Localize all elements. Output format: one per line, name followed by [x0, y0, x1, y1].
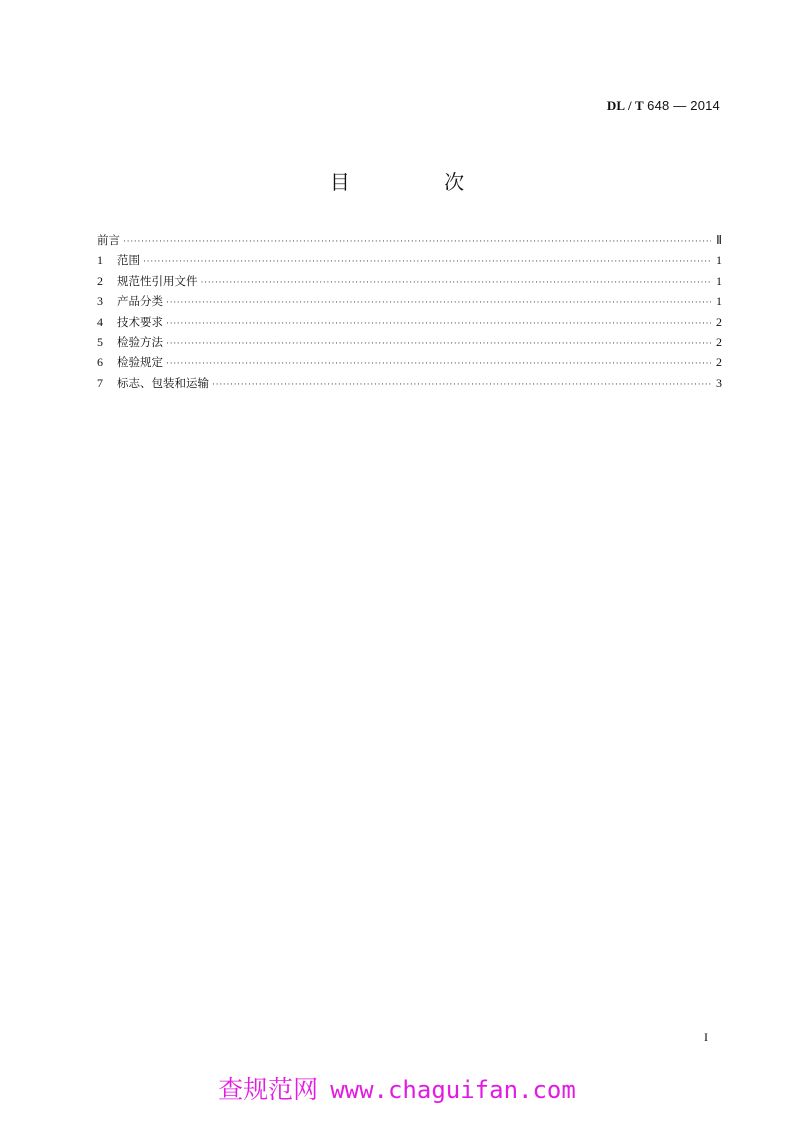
dot-leader	[166, 313, 711, 333]
toc-entry-page: 1	[716, 253, 722, 268]
toc-entry-page: 2	[716, 334, 722, 349]
toc-entry-number: 3	[97, 294, 103, 309]
toc-entry-label: 标志、包装和运输	[117, 375, 209, 390]
toc-entry-label: 前言	[97, 233, 120, 247]
toc-entry-page: 2	[716, 314, 722, 329]
toc-entry-foreword[interactable]	[97, 230, 722, 250]
toc-entry-number: 4	[97, 314, 103, 329]
toc-entry-page: Ⅱ	[716, 233, 722, 247]
watermark-site-name: 查规范网	[218, 1075, 319, 1104]
dot-leader	[201, 272, 712, 292]
standard-code	[607, 98, 720, 114]
toc-entry-number: 6	[97, 355, 103, 370]
toc-entry-label: 范围	[117, 253, 140, 268]
toc-title: 目 次	[329, 170, 509, 194]
toc-entry-marking-packaging-transport[interactable]	[97, 373, 722, 393]
toc-entry-inspection-rules[interactable]	[97, 352, 722, 372]
toc-entry-page: 2	[716, 355, 722, 370]
dot-leader	[166, 353, 711, 373]
toc-entry-scope[interactable]	[97, 250, 722, 270]
standard-number: 648 — 2014	[647, 98, 720, 113]
dot-leader	[143, 251, 711, 271]
toc-entry-number: 1	[97, 253, 103, 268]
page-number: I	[704, 1030, 708, 1044]
watermark	[0, 1070, 794, 1106]
toc-entry-number: 5	[97, 334, 103, 349]
dot-leader	[166, 333, 711, 353]
dot-leader	[166, 292, 711, 312]
toc-entry-technical-requirements[interactable]	[97, 312, 722, 332]
watermark-url: www.chaguifan.com	[330, 1076, 576, 1104]
toc-entry-label: 技术要求	[117, 314, 163, 329]
toc-entry-label: 规范性引用文件	[117, 273, 198, 288]
toc-entry-page: 3	[716, 375, 722, 390]
toc-entry-test-methods[interactable]	[97, 332, 722, 352]
toc-entry-page: 1	[716, 294, 722, 309]
dot-leader	[123, 231, 711, 251]
toc-entry-label: 产品分类	[117, 294, 163, 309]
toc-entry-label: 检验方法	[117, 334, 163, 349]
standard-prefix: DL / T	[606, 98, 644, 113]
dot-leader	[212, 374, 711, 394]
toc-entry-number: 7	[97, 375, 103, 390]
table-of-contents	[97, 230, 722, 393]
toc-entry-normative-references[interactable]	[97, 271, 722, 291]
toc-entry-label: 检验规定	[117, 355, 163, 370]
toc-entry-page: 1	[716, 273, 722, 288]
toc-entry-product-classification[interactable]	[97, 291, 722, 311]
toc-entry-number: 2	[97, 273, 103, 288]
